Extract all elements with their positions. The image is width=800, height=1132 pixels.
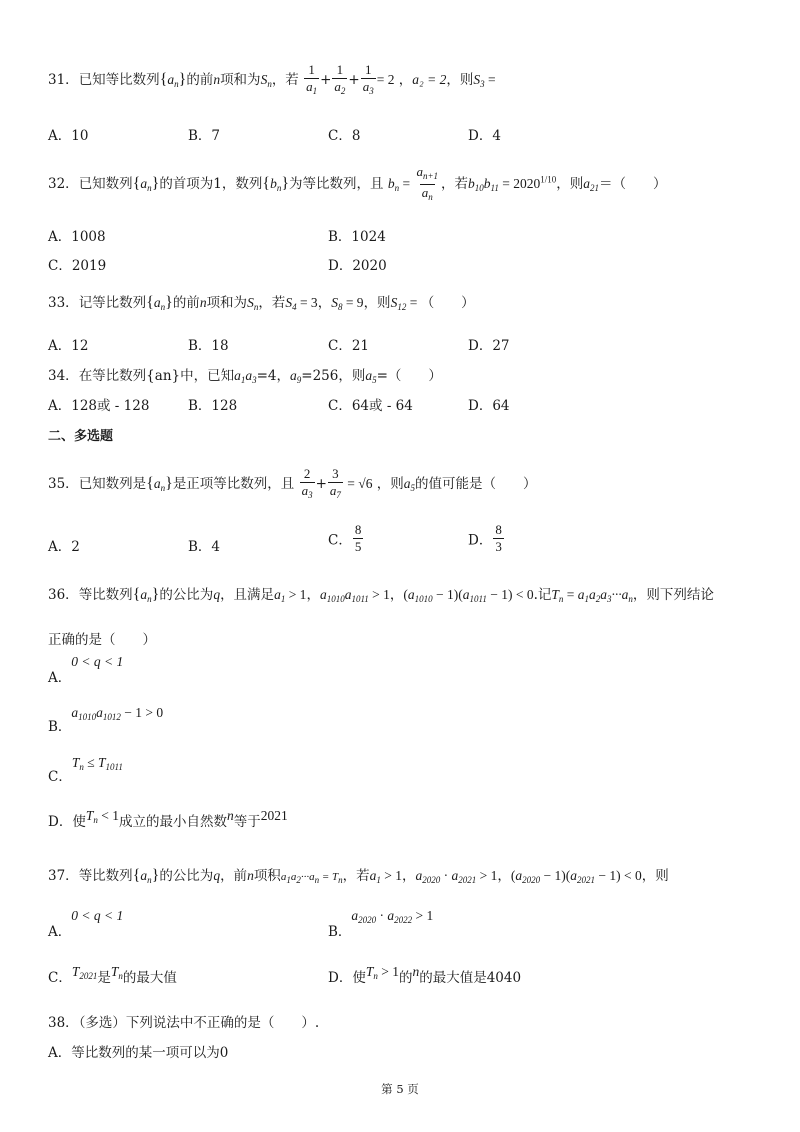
- q32-option-c[interactable]: C．2019: [48, 258, 107, 274]
- sequence-a: $\{a_n\}$: [159, 71, 187, 89]
- q34-option-d[interactable]: D．64: [468, 398, 510, 414]
- q37-option-c[interactable]: C．$T_{2021}$是$T_n$的最大值: [48, 964, 177, 986]
- q35-option-b[interactable]: B．4: [188, 539, 221, 555]
- q35-line: 35．已知数列是$\{a_n\}$是正项等比数列，且 $\frac{2}{a_3}$ + $\frac{3}{a_7}$ = √6 ，则$a_5$的值可能是（ ）: [48, 466, 537, 503]
- frac-1-a3: $\frac{1}{a_3}$: [361, 62, 376, 99]
- q34-option-b[interactable]: B．128: [188, 398, 238, 414]
- q34-option-c[interactable]: C．64或 - 64: [328, 398, 413, 414]
- frac-an1-an: $\frac{a_{n+1}}{a_n}$: [414, 164, 440, 205]
- page-number: 第 5 页: [381, 1082, 419, 1096]
- q36-line-2: 正确的是（ ）: [48, 632, 156, 648]
- q31-option-c[interactable]: C．8: [328, 128, 361, 144]
- q37-option-d[interactable]: D．使$T_n > 1$的n的最大值是4040: [328, 964, 522, 986]
- q33-option-a[interactable]: A．12: [48, 338, 89, 354]
- q35-option-a[interactable]: A．2: [48, 539, 80, 555]
- q34-line: 34．在等比数列{an}中，已知$a_1a_3=4$，$a_9=256$，则$a_5=$（ ）: [48, 368, 442, 385]
- q32-option-b[interactable]: B．1024: [328, 229, 386, 245]
- q31-option-d[interactable]: D．4: [468, 128, 501, 144]
- q38-option-a[interactable]: A．等比数列的某一项可以为0: [48, 1045, 229, 1061]
- q37-line: 37．等比数列$\{a_n\}$的公比为q，前n项积$a_1a_2\cdot\cdot\cdot a_n = T_n$，若$a_1 > 1$，$a_{2020} \cdot a_{2021} > 1$，$(a_{2020} - 1)(a_{2021} - 1) < 0$，则: [48, 867, 669, 885]
- frac-1-a2: $\frac{1}{a_2}$: [332, 62, 347, 99]
- q35-option-c[interactable]: C． $\frac{8}{5}$: [328, 522, 362, 554]
- q33-option-b[interactable]: B．18: [188, 338, 229, 354]
- q36-option-a[interactable]: A．0 < q < 1: [48, 654, 124, 686]
- q33-option-c[interactable]: C．21: [328, 338, 370, 354]
- q36-option-c[interactable]: C．$T_n \le T_{1011}$: [48, 755, 123, 785]
- q31-option-b[interactable]: B．7: [188, 128, 221, 144]
- q37-option-b[interactable]: B．$a_{2020} \cdot a_{2022} > 1$: [328, 908, 434, 940]
- q36-option-d[interactable]: D．使$T_n < 1$成立的最小自然数n等于2021: [48, 808, 288, 830]
- q37-option-a[interactable]: A．0 < q < 1: [48, 908, 124, 940]
- q38-line: 38．（多选）下列说法中不正确的是（ ）.: [48, 1015, 320, 1031]
- q32-option-d[interactable]: D．2020: [328, 258, 387, 274]
- q36-line: 36．等比数列$\{a_n\}$的公比为q，且满足$a_1 > 1$，$a_{1010}a_{1011} > 1$，$(a_{1010} - 1)(a_{1011} - 1) < 0$.记$T_n = a_1a_2a_3\cdot\cdot\cdot a_n$，则下列结论: [48, 586, 714, 604]
- q34-option-a[interactable]: A．128或 - 128: [48, 398, 150, 414]
- q31-line: 31．已知等比数列$\{a_n\}$的前n项和为$S_n$，若 $\frac{1}{a_1}$ + $\frac{1}{a_2}$ + $\frac{1}{a_3}$ = 2 ，a₂ = 2，则$S_3$ =: [48, 62, 496, 99]
- q36-option-b[interactable]: B．$a_{1010}a_{1012} - 1 > 0$: [48, 705, 164, 735]
- q33-line: 33．记等比数列$\{a_n\}$的前n项和为$S_n$，若$S_4 = 3$，$S_8 = 9$，则$S_{12}$ = （ ）: [48, 294, 475, 312]
- q31-option-a[interactable]: A．10: [48, 128, 89, 144]
- q33-option-d[interactable]: D．27: [468, 338, 510, 354]
- q35-option-d[interactable]: D． $\frac{8}{3}$: [468, 522, 502, 554]
- section-heading: 二、多选题: [48, 429, 114, 444]
- frac-1-a1: $\frac{1}{a_1}$: [304, 62, 319, 99]
- q32-option-a[interactable]: A．1008: [48, 229, 106, 245]
- q32-line: 32．已知数列$\{a_n\}$的首项为1，数列$\{b_n\}$为等比数列，且 $b_n$ = $\frac{a_{n+1}}{a_n}$ ，若$b_{10}b_{11} = 2020^{1/10}$，则$a_{21}=$（ ）: [48, 164, 667, 205]
